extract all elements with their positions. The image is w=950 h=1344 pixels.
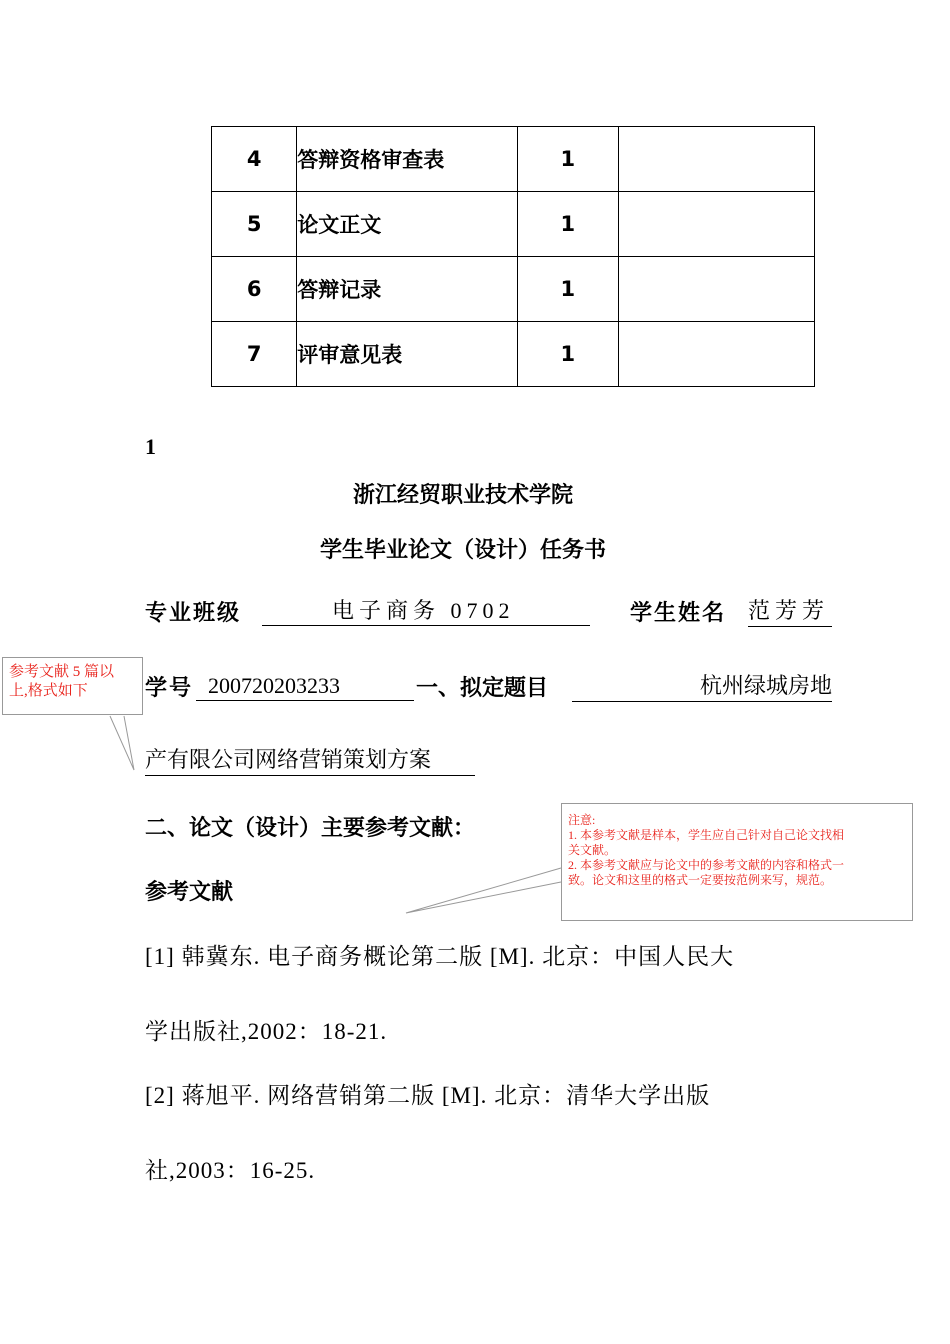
reference-2-line2: 社,2003：16-25. xyxy=(145,1158,316,1183)
references-heading: 参考文献 xyxy=(145,880,234,905)
student-name-value: 范芳芳 xyxy=(748,596,832,627)
right-callout-pointer xyxy=(406,868,561,913)
topic-value-line2: 产有限公司网络营销策划方案 xyxy=(145,745,475,776)
callout-right-line1: 注意: xyxy=(568,813,596,827)
callout-left xyxy=(2,657,143,715)
school-name: 浙江经贸职业技术学院 xyxy=(352,483,573,508)
topic-label: 一、拟定题目 xyxy=(416,676,549,701)
student-id-value: 200720203233 xyxy=(196,671,414,701)
topic-value-line1: 杭州绿城房地 xyxy=(572,671,832,702)
row-count: 1 xyxy=(517,192,619,257)
row-number: 4 xyxy=(212,127,297,192)
section-references-title: 二、论文（设计）主要参考文献： xyxy=(145,816,476,841)
row-item-name: 答辩资格审查表 xyxy=(297,127,517,192)
row-number: 5 xyxy=(212,192,297,257)
row-item-name: 答辩记录 xyxy=(297,257,517,322)
row-number: 7 xyxy=(212,322,297,387)
reference-1-line2: 学出版社,2002：18-21. xyxy=(145,1019,388,1044)
row-count: 1 xyxy=(517,127,619,192)
left-callout-pointer xyxy=(110,716,134,770)
student-id-label: 学号 xyxy=(145,676,194,701)
callout-right-line3: 关文献。 xyxy=(568,843,617,857)
callout-left-line2: 上,格式如下 xyxy=(9,682,88,699)
reference-1-line1: [1] 韩冀东. 电子商务概论第二版 [M]. 北京：中国人民大 xyxy=(145,944,735,969)
callout-right-line5: 致。论文和这里的格式一定要按范例来写，规范。 xyxy=(568,873,833,887)
callout-left-line1: 参考文献 5 篇以 xyxy=(9,664,115,680)
row-item-name: 评审意见表 xyxy=(297,322,517,387)
row-count: 1 xyxy=(517,257,619,322)
page-number: 1 xyxy=(145,434,156,459)
reference-2-line1: [2] 蒋旭平. 网络营销第二版 [M]. 北京：清华大学出版 xyxy=(145,1083,711,1108)
student-name-label: 学生姓名 xyxy=(630,601,727,626)
callout-right-line2: 1. 本参考文献是样本，学生应自己针对自己论文找相 xyxy=(568,828,845,842)
row-number: 6 xyxy=(212,257,297,322)
major-value: 电子商务 0702 xyxy=(262,596,590,626)
row-item-name: 论文正文 xyxy=(297,192,517,257)
major-label: 专业班级 xyxy=(145,601,242,626)
document-title: 学生毕业论文（设计）任务书 xyxy=(319,538,606,563)
row-count: 1 xyxy=(517,322,619,387)
callout-right xyxy=(561,803,913,921)
callout-right-line4: 2. 本参考文献应与论文中的参考文献的内容和格式一 xyxy=(568,858,845,872)
